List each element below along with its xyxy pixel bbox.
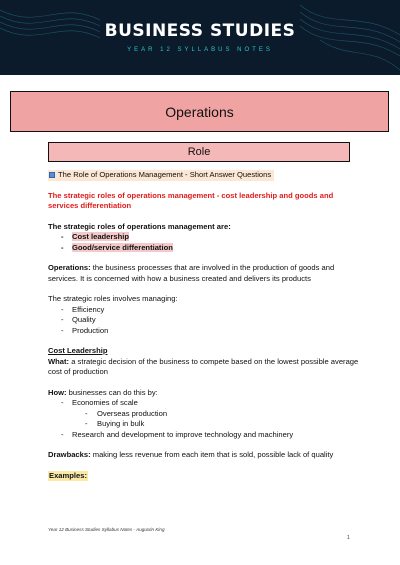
subsection-title-role: Role [48, 142, 350, 162]
list-item: - Production [48, 326, 360, 337]
short-answer-link-text: The Role of Operations Management - Short Answer Questions [58, 170, 272, 179]
page-footer: Year 12 Business Studies Syllabus Notes - Augustin King [48, 527, 165, 532]
cost-leadership-heading: Cost Leadership [48, 346, 108, 355]
strategic-roles-heading: The strategic roles of operations management are: [48, 221, 231, 231]
list-item: - Efficiency [48, 305, 360, 316]
short-answer-link[interactable] [48, 170, 274, 181]
notes-content [48, 170, 360, 481]
cost-leadership-how: How: businesses can do this by: [48, 387, 158, 397]
managing-heading: The strategic roles involves managing: [48, 294, 178, 303]
header-banner [0, 0, 400, 75]
page-number: 1 [347, 535, 350, 541]
examples-label: Examples: [49, 470, 87, 480]
list-item: - Good/service differentiation [48, 243, 360, 254]
operations-definition: Operations: the business processes that are involved in the production of goods and services. It is concerned with how a business created and delivers its products [48, 263, 335, 283]
document-link-icon [49, 172, 55, 178]
banner-title: BUSINESS STUDIES [104, 21, 296, 41]
list-item: - Buying in bulk [48, 419, 360, 430]
list-item: - Economies of scale [48, 398, 360, 409]
list-item: - Quality [48, 315, 360, 326]
banner-subtitle: YEAR 12 SYLLABUS NOTES [127, 47, 273, 53]
list-item: - Overseas production [48, 409, 360, 420]
list-item: - Cost leadership [48, 232, 360, 243]
list-item: - Research and development to improve technology and machinery [48, 430, 360, 441]
syllabus-point: The strategic roles of operations management - cost leadership and goods and services differentiation [48, 190, 334, 210]
cost-leadership-drawbacks: Drawbacks: making less revenue from each item that is sold, possible lack of quality [48, 450, 334, 459]
section-title-operations: Operations [10, 91, 389, 132]
cost-leadership-what: What: a strategic decision of the business to compete based on the lowest possible average cost of production [48, 356, 359, 376]
